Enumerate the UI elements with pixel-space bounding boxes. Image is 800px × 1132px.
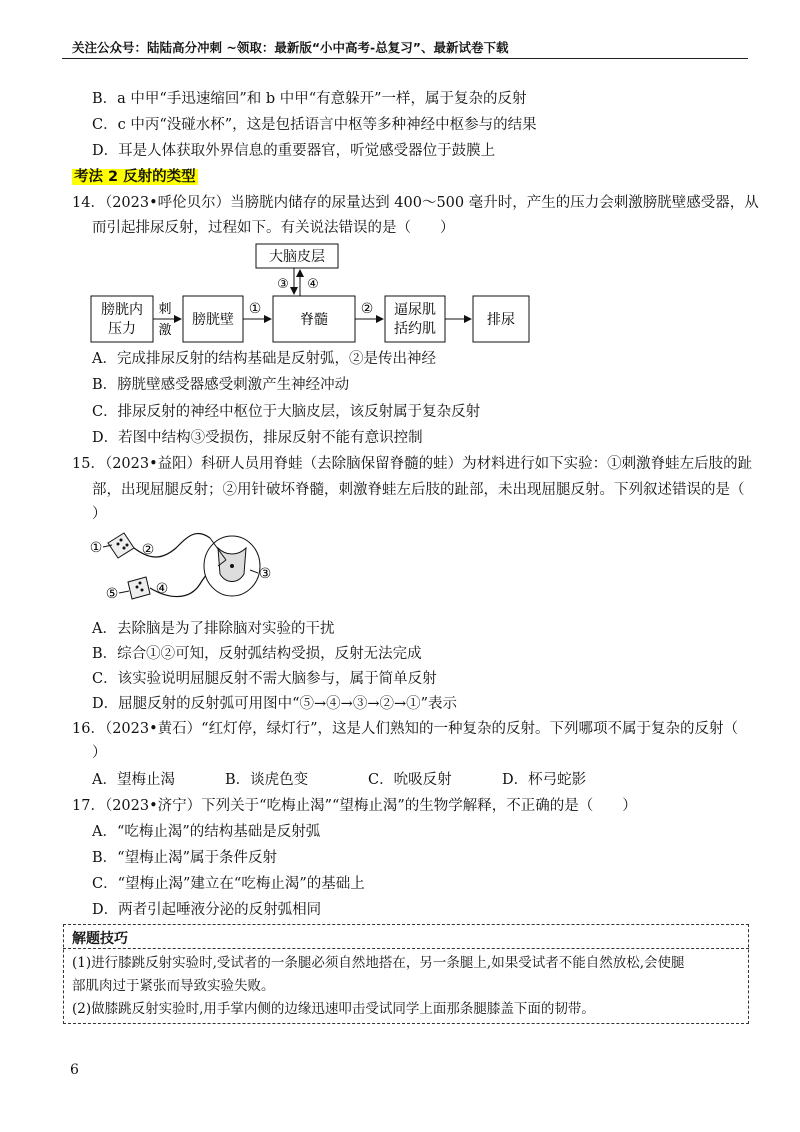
effector-muscle [128,577,150,599]
tip-line-1: (1)进行膝跳反射实验时,受试者的一条腿必须自然地搭在，另一条腿上,如果受试者不能自然放松,会使腿 [72,955,685,971]
q17-stem: 17．（2023•济宁）下列关于“吃梅止渴”“望梅止渴”的生物学解释，不正确的是（ ） [72,798,637,814]
section-title: 考法 2 反射的类型 [74,169,196,185]
tips-separator [63,948,749,949]
q14-option-a: A．完成排尿反射的结构基础是反射弧，②是传出神经 [92,351,436,367]
tip-line-3: (2)做膝跳反射实验时,用手掌内侧的边缘迅速叩击受试同学上面那条腿膝盖下面的韧带。 [72,1001,595,1017]
q13-option-c: C．c 中丙“没碰水杯”，这是包括语言中枢等多种神经中枢参与的结果 [92,117,537,133]
page-number: 6 [70,1062,79,1078]
box2-text: 膀胱壁 [192,312,234,328]
box1-text-1: 膀胱内 [101,302,143,318]
q13-option-b: B．a 中甲“手迅速缩回”和 b 中甲“有意躲开”一样，属于复杂的反射 [92,91,527,107]
q15-stem-line1: 15．（2023•益阳）科研人员用脊蛙（去除脑保留脊髓的蛙）为材料进行如下实验：①刺激脊蛙左后肢的趾 [72,456,753,472]
mark-1: ① [248,301,262,317]
box3-text: 脊髓 [300,312,328,328]
q15-option-c: C．该实验说明屈腿反射不需大脑参与，属于简单反射 [92,671,437,687]
box1-text-2: 压力 [108,321,136,337]
q17-option-b: B．“望梅止渴”属于条件反射 [92,850,277,866]
label-5: ⑤ [105,586,119,602]
label-3: ③ [258,566,272,582]
label-1: ① [89,540,103,556]
q15-option-d: D．屈腿反射的反射弧可用图中“⑤→④→③→②→①”表示 [92,696,458,712]
q15-option-a: A．去除脑是为了排除脑对实验的干扰 [92,621,335,637]
q17-option-c: C．“望梅止渴”建立在“吃梅止渴”的基础上 [92,876,365,892]
box4-text-1: 逼尿肌 [394,302,436,318]
box5-text: 排尿 [487,312,515,328]
q13-option-d: D．耳是人体获取外界信息的重要器官，听觉感受器位于鼓膜上 [92,143,496,159]
q16-option-a: A．望梅止渴 [92,772,175,788]
q16-option-c: C．吮吸反射 [368,772,452,788]
q14-option-c: C．排尿反射的神经中枢位于大脑皮层，该反射属于复杂反射 [92,404,481,420]
q16-stem-line1: 16．（2023•黄石）“红灯停，绿灯行”，这是人们熟知的一种复杂的反射。下列哪项不属于复杂的反射（ [72,721,738,737]
q14-stem-line1: 14．（2023•呼伦贝尔）当膀胱内储存的尿量达到 400～500 毫升时，产生的压力会刺激膀胱壁感受器，从 [72,195,759,211]
q14-option-b: B．膀胱壁感受器感受刺激产生神经冲动 [92,377,350,393]
q17-option-d: D．两者引起唾液分泌的反射弧相同 [92,902,322,918]
top-box-text: 大脑皮层 [269,249,325,265]
label-2: ② [141,542,155,558]
q14-stem-line2: 而引起排尿反射，过程如下。有关说法错误的是（ ） [92,220,455,236]
q15-stem-line2: 部，出现屈腿反射；②用针破坏脊髓，刺激脊蛙左后肢的趾部，未出现屈腿反射。下列叙述错误的是（ [92,482,745,498]
q16-option-d: D．杯弓蛇影 [502,772,587,788]
arrow1-text-1: 刺 [158,302,172,317]
mark-3: ③ [277,277,289,292]
box4-text-2: 括约肌 [394,321,436,337]
mark-2: ② [360,301,374,317]
q17-option-a: A．“吃梅止渴”的结构基础是反射弧 [92,824,321,840]
arrow1-text-2: 激 [158,323,172,338]
q14-option-d: D．若图中结构③受损伤，排尿反射不能有意识控制 [92,430,423,446]
label-4: ④ [155,581,169,597]
tip-line-2: 部肌肉过于紧张而导致实验失败。 [72,978,275,994]
q15-stem-line3: ） [92,506,107,522]
q16-option-b: B．谈虎色变 [225,772,309,788]
tips-title: 解题技巧 [72,931,128,947]
q15-option-b: B．综合①②可知，反射弧结构受损，反射无法完成 [92,646,422,662]
q16-stem-line2: ） [92,745,107,761]
page-header: 关注公众号：陆陆高分冲刺 ~领取：最新版“小中高考-总复习”、最新试卷下载 [72,40,509,55]
mark-4: ④ [307,277,319,292]
